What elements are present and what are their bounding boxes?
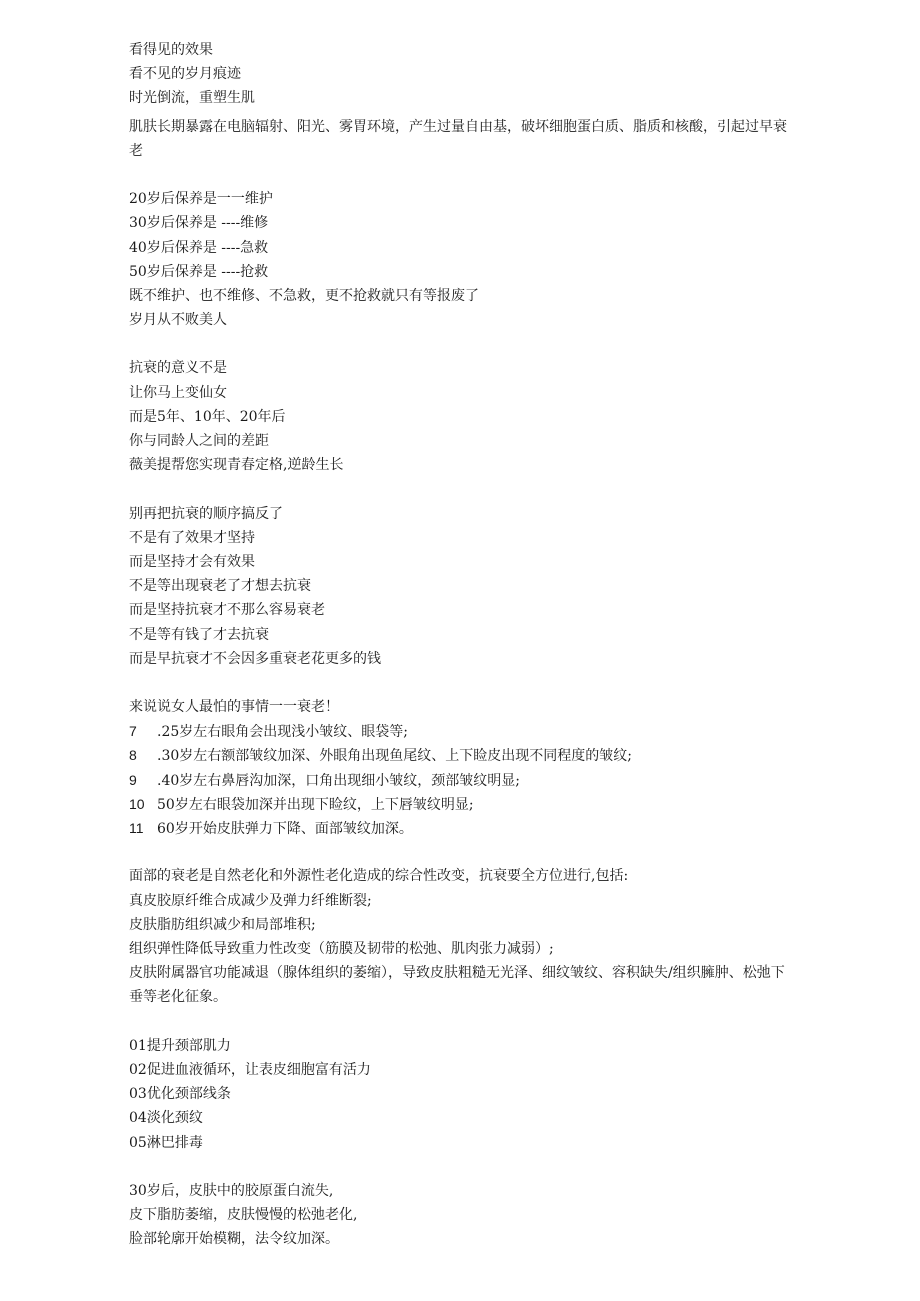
intro-line: 时光倒流，重塑生肌	[129, 90, 255, 107]
meaning-section	[129, 356, 809, 477]
aging-causes-section	[129, 864, 809, 1009]
after30-section	[129, 1179, 809, 1252]
after30-line: 皮下脂肪萎缩，皮肤慢慢的松弛老化,	[129, 1207, 358, 1224]
meaning-line: 让你马上变仙女	[129, 384, 227, 401]
cause-line: 皮肤脂肪组织减少和局部堆积;	[129, 916, 316, 933]
order-line: 而是坚持才会有效果	[129, 553, 255, 570]
benefit-line: 03优化颈部线条	[129, 1086, 231, 1103]
stages-section	[129, 187, 809, 332]
after30-line: 脸部轮廓开始模糊，法令纹加深。	[129, 1231, 339, 1248]
order-line: 不是有了效果才坚持	[129, 529, 255, 546]
fear-title: 来说说女人最怕的事情一一衰老！	[129, 699, 339, 716]
stage-line: 50岁后保养是 ----抢救	[129, 263, 269, 280]
list-item	[129, 816, 809, 840]
order-line: 别再把抗衰的顺序搞反了	[129, 505, 283, 522]
meaning-line: 薇美提帮您实现青春定格,逆龄生长	[129, 457, 344, 474]
order-line: 而是早抗衰才不会因多重衰老花更多的钱	[129, 650, 381, 667]
stage-line: 30岁后保养是 ----维修	[129, 215, 269, 232]
item-number: 8	[129, 747, 137, 764]
intro-line: 看不见的岁月痕迹	[129, 66, 241, 83]
list-item	[129, 792, 809, 816]
order-line: 而是坚持抗衰才不那么容易衰老	[129, 602, 325, 619]
order-line: 不是等有钱了才去抗衰	[129, 626, 269, 643]
stage-line: 40岁后保养是 ----急救	[129, 239, 269, 256]
stage-line: 岁月从不败美人	[129, 312, 227, 329]
cause-line: 组织弹性降低导致重力性改变（筋膜及韧带的松弛、肌肉张力减弱）;	[129, 940, 554, 957]
list-item	[129, 768, 809, 792]
meaning-line: 抗衰的意义不是	[129, 360, 227, 377]
meaning-line: 你与同龄人之间的差距	[129, 433, 269, 450]
intro-section	[129, 38, 809, 111]
item-text: .40岁左右鼻唇沟加深，口角出现细小皱纹，颈部皱纹明显;	[157, 772, 520, 789]
benefit-line: 02促进血液循环，让表皮细胞富有活力	[129, 1061, 371, 1078]
benefit-line: 04淡化颈纹	[129, 1110, 203, 1127]
list-item	[129, 743, 809, 767]
list-item	[129, 719, 809, 743]
order-line: 不是等出现衰老了才想去抗衰	[129, 578, 311, 595]
stage-line: 20岁后保养是一一维护	[129, 191, 273, 208]
intro-line: 看得见的效果	[129, 42, 213, 58]
benefit-line: 05淋巴排毒	[129, 1134, 203, 1151]
item-number: 11	[129, 820, 144, 837]
cause-line: 真皮胶原纤维合成减少及弹力纤维断裂;	[129, 892, 372, 909]
cause-line: 面部的衰老是自然老化和外源性老化造成的综合性改变，抗衰要全方位进行,包括:	[129, 868, 629, 885]
document-body	[129, 38, 809, 1251]
cause-paragraph: 皮肤附属器官功能减退（腺体组织的萎缩），导致皮肤粗糙无光泽、细纹皱纹、容积缺失/组织臃肿、松弛下垂等老化征象。	[129, 965, 785, 1006]
item-text: .25岁左右眼角会出现浅小皱纹、眼袋等;	[157, 724, 408, 741]
fear-section	[129, 695, 809, 840]
meaning-line: 而是5年、10年、20年后	[129, 408, 286, 425]
item-text: 60岁开始皮肤弹力下降、面部皱纹加深。	[157, 821, 413, 838]
item-number: 10	[129, 795, 145, 812]
after30-line: 30岁后，皮肤中的胶原蛋白流失,	[129, 1182, 334, 1199]
stage-line: 既不维护、也不维修、不急救，更不抢救就只有等报废了	[129, 287, 479, 304]
item-number: 9	[129, 771, 137, 788]
paragraph-damage: 肌肤长期暴露在电脑辐射、阳光、雾胃环境，产生过量自由基，破坏细胞蛋白质、脂质和核酸，引起过早衰老	[129, 118, 787, 159]
item-number: 7	[129, 723, 137, 740]
item-text: 50岁左右眼袋加深并出现下睑纹，上下唇皱纹明显;	[157, 796, 474, 813]
benefit-line: 01提升颈部肌力	[129, 1037, 231, 1054]
item-text: .30岁左右额部皱纹加深、外眼角出现鱼尾纹、上下睑皮出现不同程度的皱纹;	[157, 748, 632, 765]
order-section	[129, 502, 809, 671]
benefits-section	[129, 1034, 809, 1155]
